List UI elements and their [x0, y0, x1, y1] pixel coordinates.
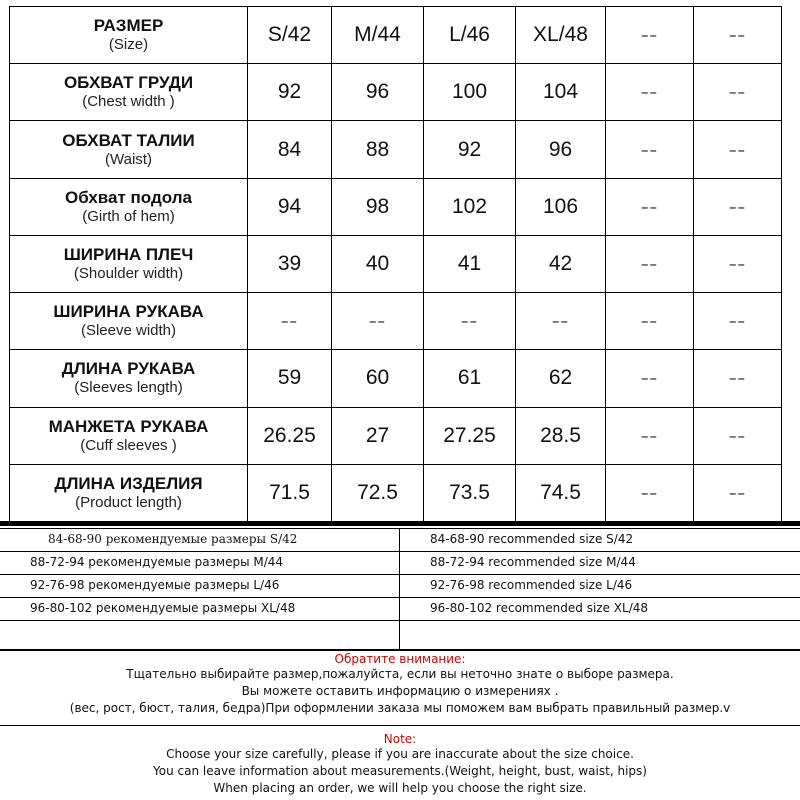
measurement-value: 27	[332, 408, 424, 465]
measurement-label-en: (Sleeve width)	[80, 322, 177, 340]
measurement-value: 42	[516, 236, 606, 293]
measurement-label	[10, 408, 248, 465]
measurement-label	[10, 179, 248, 236]
measurement-value: ––	[606, 293, 694, 350]
measurement-value: 100	[424, 64, 516, 121]
recommendation-en: 96-80-102 recommended size XL/48	[430, 601, 649, 615]
measurement-value: ––	[332, 293, 424, 350]
size-column-header: ––	[694, 7, 782, 64]
measurement-label-en: (Girth of hem)	[82, 207, 175, 225]
measurement-value: 98	[332, 179, 424, 236]
recommendation-ru: 84-68-90 рекомендуемые размеры S/42	[48, 532, 298, 546]
measurement-value: ––	[694, 236, 782, 293]
measurement-value: 96	[516, 121, 606, 178]
en-note-line: When placing an order, we will help you choose the right size.	[213, 781, 587, 795]
measurement-value: ––	[694, 121, 782, 178]
measurement-value: 59	[248, 350, 332, 407]
measurement-label-ru: ДЛИНА РУКАВА	[61, 359, 196, 379]
table-bottom-rule	[0, 521, 800, 526]
ru-note-line: (вес, рост, бюст, талия, бедра)При оформлении заказа мы поможем вам выбрать правильный размер.v	[69, 701, 731, 715]
measurement-value: 28.5	[516, 408, 606, 465]
recommendation-en: 92-76-98 recommended size L/46	[430, 578, 633, 592]
measurement-value: ––	[606, 179, 694, 236]
recommendation-en: 88-72-94 recommended size M/44	[430, 555, 636, 569]
notes-block	[0, 652, 800, 797]
measurement-label	[10, 64, 248, 121]
measurement-value: ––	[694, 465, 782, 522]
size-column-header: ––	[606, 7, 694, 64]
ru-note-title: Обратите внимание:	[334, 652, 466, 666]
size-column-header: XL/48	[516, 7, 606, 64]
measurement-value: 62	[516, 350, 606, 407]
measurement-label-en: (Product length)	[75, 493, 182, 511]
measurement-value: 96	[332, 64, 424, 121]
measurement-label-en: (Waist)	[105, 150, 152, 168]
measurement-value: ––	[516, 293, 606, 350]
measurement-label	[10, 121, 248, 178]
measurement-label-ru: ОБХВАТ ГРУДИ	[63, 73, 194, 93]
measurement-label-ru: ШИРИНА ПЛЕЧ	[63, 244, 194, 264]
measurement-value: ––	[248, 293, 332, 350]
measurement-label	[10, 465, 248, 522]
measurement-label-ru: ДЛИНА ИЗДЕЛИЯ	[54, 473, 203, 493]
recommendation-en: 84-68-90 recommended size S/42	[430, 532, 634, 546]
size-header-ru: РАЗМЕР	[93, 16, 164, 36]
recommendation-ru: 92-76-98 рекомендуемые размеры L/46	[30, 578, 280, 592]
measurement-value: 26.25	[248, 408, 332, 465]
measurement-value: ––	[694, 179, 782, 236]
size-column-header: L/46	[424, 7, 516, 64]
measurement-value: ––	[424, 293, 516, 350]
measurement-label	[10, 350, 248, 407]
measurement-value: 71.5	[248, 465, 332, 522]
measurement-value: 92	[424, 121, 516, 178]
size-header-en: (Size)	[108, 36, 149, 54]
measurement-value: 27.25	[424, 408, 516, 465]
en-note-title: Note:	[383, 732, 417, 746]
measurement-value: ––	[606, 64, 694, 121]
measurement-value: ––	[606, 236, 694, 293]
measurement-label-en: (Chest width )	[82, 93, 175, 111]
measurement-value: 84	[248, 121, 332, 178]
measurement-value: ––	[694, 408, 782, 465]
recommendation-row	[0, 575, 800, 598]
measurement-label-en: (Cuff sleeves )	[80, 436, 177, 454]
measurement-label-en: (Sleeves length)	[74, 379, 183, 397]
measurement-value: 39	[248, 236, 332, 293]
measurement-value: 102	[424, 179, 516, 236]
measurement-value: 61	[424, 350, 516, 407]
measurement-value: 72.5	[332, 465, 424, 522]
measurement-value: 41	[424, 236, 516, 293]
ru-note-line: Тщательно выбирайте размер,пожалуйста, если вы неточно знате о выборе размера.	[126, 667, 674, 681]
measurement-value: 60	[332, 350, 424, 407]
measurement-label-ru: ШИРИНА РУКАВА	[53, 302, 204, 322]
measurement-value: 104	[516, 64, 606, 121]
measurement-value: 73.5	[424, 465, 516, 522]
measurement-value: ––	[606, 408, 694, 465]
en-note-line: You can leave information about measurements.(Weight, height, bust, waist, hips)	[153, 764, 647, 778]
measurement-value: 88	[332, 121, 424, 178]
measurement-value: 106	[516, 179, 606, 236]
measurement-value: ––	[694, 350, 782, 407]
size-header-label	[10, 7, 248, 64]
recommendation-row	[0, 529, 800, 552]
measurement-label-ru: ОБХВАТ ТАЛИИ	[62, 130, 195, 150]
measurement-label	[10, 236, 248, 293]
measurement-value: ––	[694, 293, 782, 350]
size-column-header: S/42	[248, 7, 332, 64]
measurement-label-ru: Обхват подола	[65, 187, 192, 207]
measurement-value: 92	[248, 64, 332, 121]
measurement-label-ru: МАНЖЕТА РУКАВА	[48, 416, 209, 436]
measurement-value: 40	[332, 236, 424, 293]
recommendation-ru: 88-72-94 рекомендуемые размеры M/44	[30, 555, 284, 569]
measurement-label	[10, 293, 248, 350]
ru-note-line: Вы можете оставить информацию о измерениях .	[241, 684, 559, 698]
notes-divider	[0, 725, 800, 726]
measurement-value: 74.5	[516, 465, 606, 522]
recommendations-block	[0, 528, 800, 651]
size-table	[9, 6, 782, 522]
measurement-label-en: (Shoulder width)	[73, 264, 184, 282]
measurement-value: ––	[606, 350, 694, 407]
en-note-line: Choose your size carefully, please if you are inaccurate about the size choice.	[166, 747, 634, 761]
size-column-header: M/44	[332, 7, 424, 64]
measurement-value: ––	[606, 121, 694, 178]
measurement-value: ––	[606, 465, 694, 522]
measurement-value: 94	[248, 179, 332, 236]
recommendation-ru: 96-80-102 рекомендуемые размеры XL/48	[30, 601, 296, 615]
recommendation-row	[0, 598, 800, 621]
recommendation-row	[0, 552, 800, 575]
measurement-value: ––	[694, 64, 782, 121]
